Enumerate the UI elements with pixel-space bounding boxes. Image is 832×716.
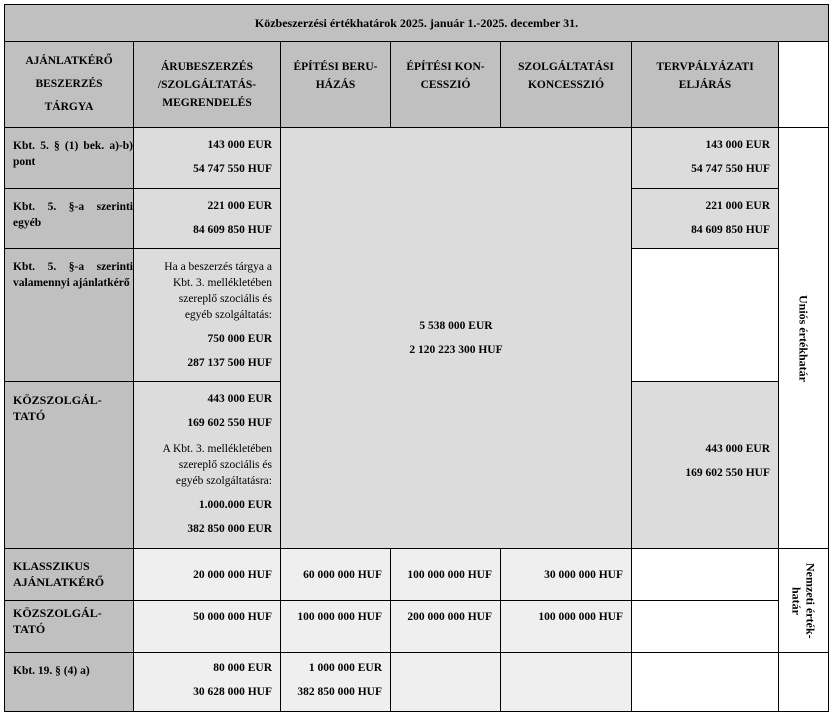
value-huf: 382 850 000 HUF [297, 686, 382, 698]
table-title: Közbeszerzési értékhatárok 2025. január 1.-2025. december 31. [4, 4, 829, 42]
value-huf: 169 602 550 HUF [685, 467, 770, 479]
service-concession-cell-empty [500, 652, 632, 712]
goods-cell [133, 381, 281, 549]
header-design-contest [631, 41, 779, 128]
value-eur: 1 000 000 EUR [308, 662, 382, 674]
header-line: CESSZIÓ [420, 79, 471, 91]
value-huf: 50 000 000 HUF [193, 611, 272, 623]
header-works-concession [390, 41, 501, 128]
value-eur: 143 000 EUR [207, 139, 272, 151]
design-cell-empty [631, 652, 779, 712]
value-group [152, 387, 280, 435]
value-eur: 80 000 EUR [213, 662, 272, 674]
value-huf: 84 609 850 HUF [193, 224, 272, 236]
value-huf: 100 000 000 HUF [297, 611, 382, 623]
value-huf: 20 000 000 HUF [193, 568, 272, 581]
value-eur: 5 538 000 EUR [419, 320, 493, 332]
header-works [280, 41, 391, 128]
national-threshold-text: Nemzeti érték-határ [789, 562, 818, 639]
value-huf: 60 000 000 HUF [303, 568, 382, 581]
value-huf: 100 000 000 HUF [407, 568, 492, 581]
goods-note: Ha a beszerzés tárgya a Kbt. 3. mellékletében szereplő szociális és egyéb szolgáltatás: [164, 261, 272, 321]
value-eur: 750 000 EUR [207, 333, 272, 345]
goods-cell [133, 548, 281, 601]
value-eur: 143 000 EUR [705, 139, 770, 151]
design-cell [631, 381, 779, 549]
row-label: Kbt. 5. §-a szerinti valamennyi ajánlatkérő [4, 248, 134, 382]
header-line: SZOLGÁLTATÁSI [518, 61, 614, 73]
header-line: /SZOLGÁLTATÁS- [157, 79, 257, 91]
header-line: KONCESSZIÓ [527, 79, 605, 91]
goods-cell [133, 600, 281, 653]
works-cell [280, 652, 391, 712]
row-label: KÖZSZOLGÁL-TATÓ [4, 381, 134, 549]
service-concession-cell [500, 600, 632, 653]
value-eur: 443 000 EUR [705, 443, 770, 455]
value-eur: 221 000 EUR [207, 200, 272, 212]
eu-threshold-label [778, 127, 829, 549]
design-cell-empty [631, 600, 779, 653]
works-cell [280, 600, 391, 653]
header-line: HÁZÁS [315, 79, 356, 91]
header-goods [133, 41, 281, 128]
header-line: TÁRGYA [44, 101, 94, 113]
header-line: ELJÁRÁS [678, 79, 732, 91]
header-line: BESZERZÉS [35, 78, 103, 90]
header-line: ÁRUBESZERZÉS [160, 61, 254, 73]
value-huf: 84 609 850 HUF [691, 224, 770, 236]
service-concession-cell [500, 548, 632, 601]
side-cell-empty [778, 652, 829, 712]
design-cell [631, 188, 779, 249]
value-group [134, 194, 280, 242]
value-group [632, 133, 778, 181]
value-huf: 200 000 000 HUF [407, 611, 492, 623]
header-line: ÉPÍTÉSI KON- [406, 61, 485, 73]
row-label: KÖZSZOLGÁL-TATÓ [4, 600, 134, 653]
header-blank [778, 41, 829, 128]
header-subject [4, 41, 134, 128]
value-huf: 100 000 000 HUF [538, 611, 623, 623]
works-cell [280, 548, 391, 601]
works-concession-cell [390, 600, 501, 653]
value-group [152, 489, 280, 541]
header-line: AJÁNLATKÉRŐ [25, 55, 113, 67]
value-eur: 382 850 000 EUR [187, 523, 272, 535]
works-concession-cell [390, 548, 501, 601]
value-group [632, 194, 778, 242]
design-cell-empty [631, 548, 779, 601]
value-huf: 287 137 500 HUF [187, 357, 272, 369]
design-cell [631, 127, 779, 189]
works-merged-cell [280, 127, 632, 549]
value-huf: 169 602 550 HUF [187, 417, 272, 429]
design-cell-empty [631, 248, 779, 382]
value-group [134, 133, 280, 181]
header-line: ÉPÍTÉSI BERU- [293, 61, 378, 73]
value-group [134, 656, 280, 704]
goods-cell [133, 248, 281, 382]
row-label: Kbt. 5. § (1) bek. a)-b) pont [4, 127, 134, 189]
value-huf: 54 747 550 HUF [691, 163, 770, 175]
value-huf: 30 628 000 HUF [193, 686, 272, 698]
value-eur: 221 000 EUR [705, 200, 770, 212]
value-group [154, 323, 280, 375]
header-line: MEGRENDELÉS [162, 97, 252, 109]
goods-cell [133, 127, 281, 189]
value-group [281, 656, 390, 704]
works-concession-cell-empty [390, 652, 501, 712]
row-label: KLASSZIKUS AJÁNLATKÉRŐ [4, 548, 134, 601]
row-label: Kbt. 19. § (4) a) [4, 652, 134, 712]
goods-cell [133, 188, 281, 249]
value-eur: 1.000.000 EUR [198, 499, 272, 511]
value-eur: 443 000 EUR [207, 393, 272, 405]
eu-threshold-text: Uniós értékhatár [796, 294, 811, 382]
header-line: TERVPÁLYÁZATI [656, 61, 754, 73]
header-service-concession [500, 41, 632, 128]
goods-cell [133, 652, 281, 712]
value-huf: 30 000 000 HUF [544, 568, 623, 581]
national-threshold-label [778, 548, 829, 653]
value-huf: 54 747 550 HUF [193, 163, 272, 175]
value-huf: 2 120 223 300 HUF [409, 344, 503, 356]
value-group [632, 437, 778, 485]
goods-note: A Kbt. 3. mellékletében szereplő szociális és egyéb szolgáltatásra: [162, 443, 272, 487]
row-label: Kbt. 5. §-a szerinti egyéb [4, 188, 134, 249]
